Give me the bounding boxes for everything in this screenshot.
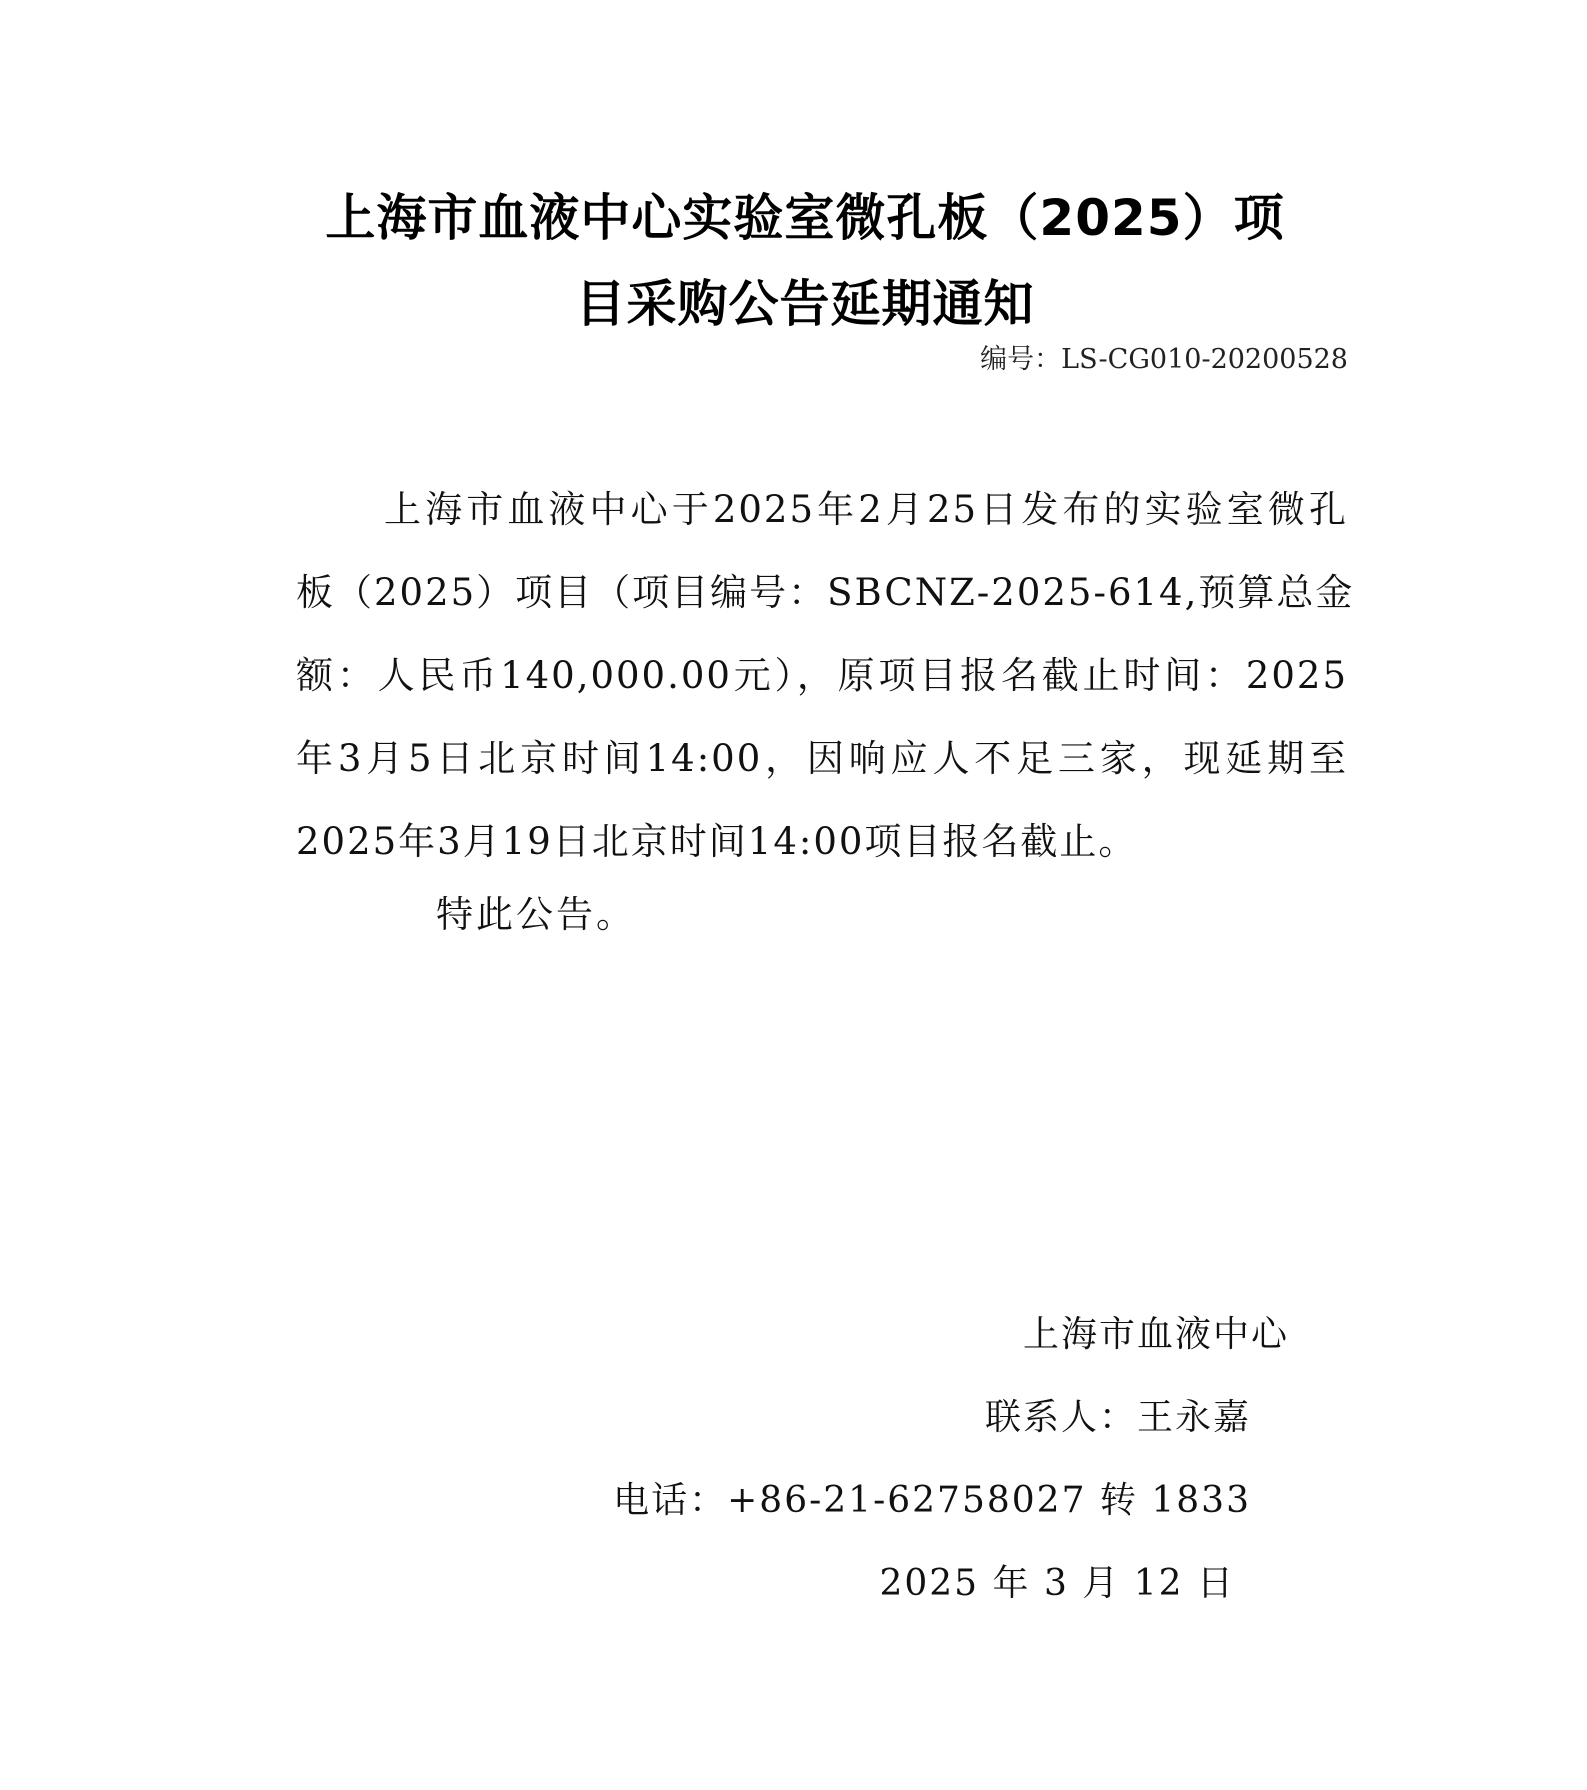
title-line-2: 目采购公告延期通知 xyxy=(575,275,1035,333)
body-line-1: 上海市血液中心于2025年2月25日发布的实验室微孔 xyxy=(384,488,1348,531)
body-line-2: 板（2025）项目（项目编号：SBCNZ-2025-614,预算总金 xyxy=(296,571,1355,614)
signature-date: 2025 年 3 月 12 日 xyxy=(879,1563,1235,1604)
document-number: 编号：LS-CG010-20200528 xyxy=(980,344,1348,375)
body-line-3: 额：人民币140,000.00元），原项目报名截止时间：2025 xyxy=(296,654,1348,697)
notice-body xyxy=(296,468,1355,883)
signature-organization: 上海市血液中心 xyxy=(1022,1314,1289,1355)
body-line-5: 2025年3月19日北京时间14:00项目报名截止。 xyxy=(296,820,1138,863)
title-line-1: 上海市血液中心实验室微孔板（2025）项 xyxy=(325,189,1285,247)
signature-phone: 电话：+86-21-62758027 转 1833 xyxy=(613,1480,1251,1521)
closing-statement: 特此公告。 xyxy=(436,893,636,936)
body-line-4: 年3月5日北京时间14:00，因响应人不足三家，现延期至 xyxy=(296,737,1348,780)
signature-contact: 联系人：王永嘉 xyxy=(984,1397,1251,1438)
document-title xyxy=(270,175,1340,347)
